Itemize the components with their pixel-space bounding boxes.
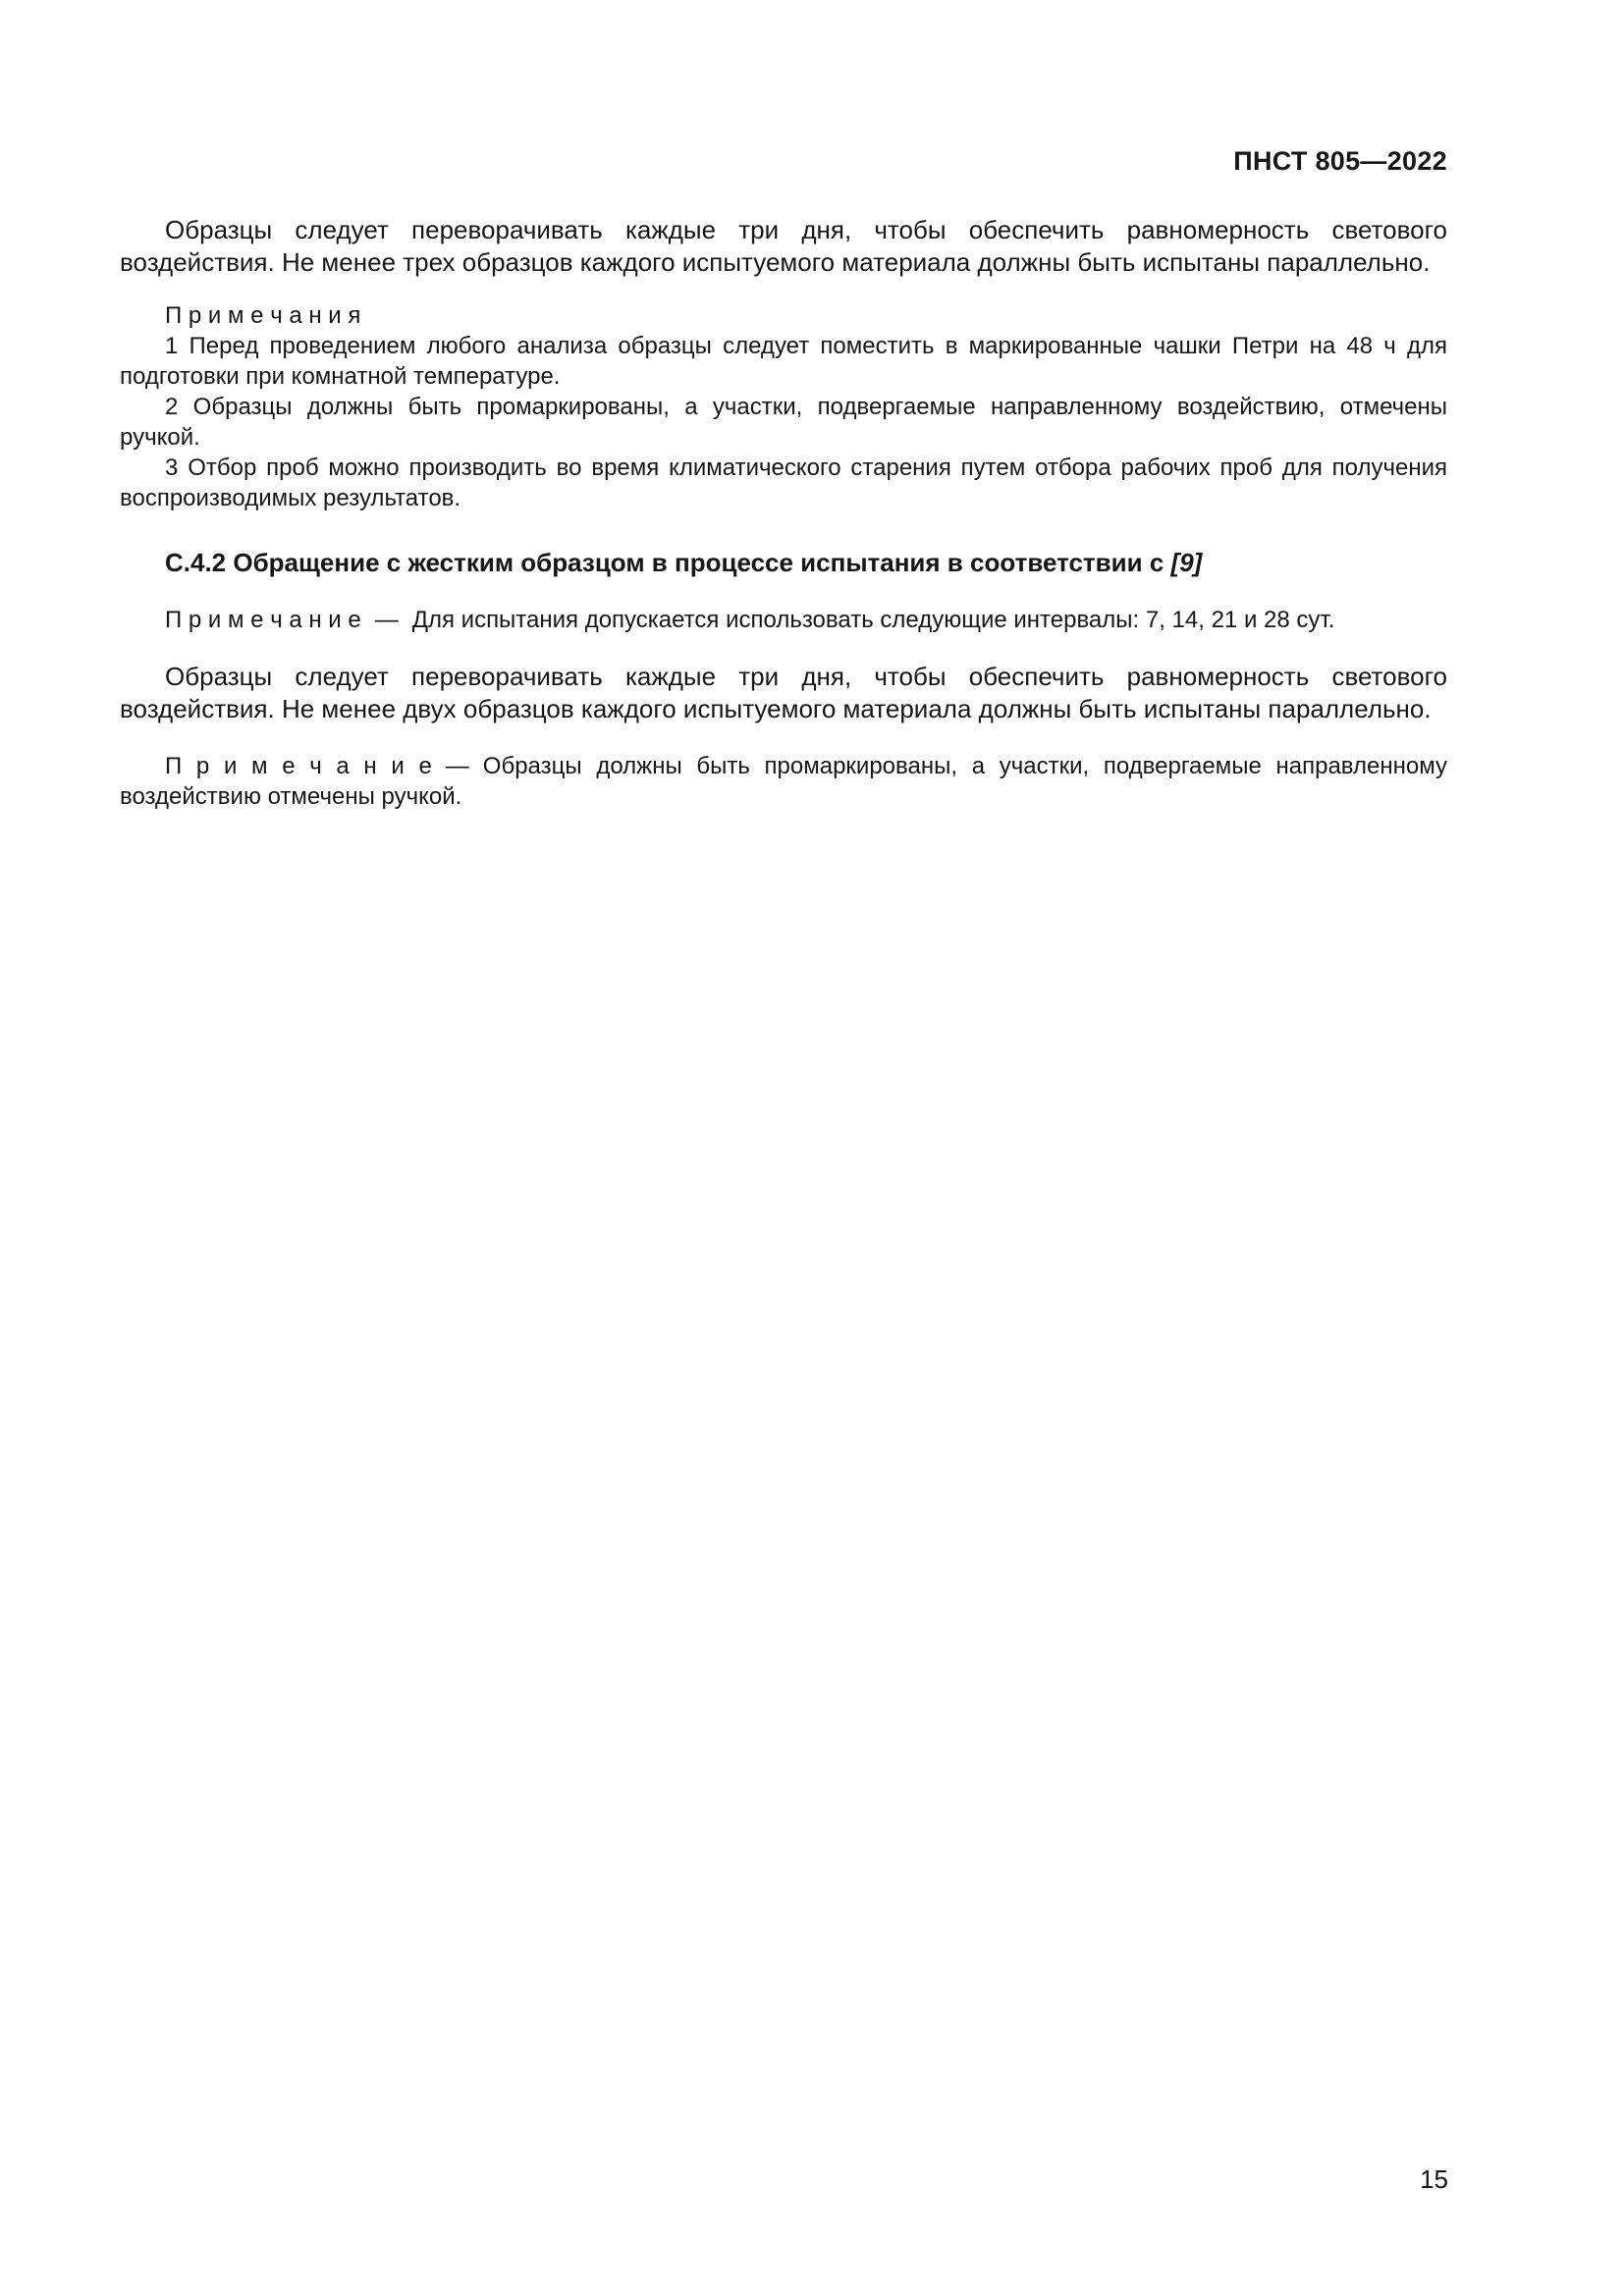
notes-block	[120, 300, 1447, 513]
note-intervals-text: Для испытания допускается использовать следующие интервалы: 7, 14, 21 и 28 сут.	[411, 607, 1335, 633]
note-marking	[120, 751, 1447, 812]
section-heading-c42	[120, 547, 1447, 579]
note-item-3: 3 Отбор проб можно производить во время климатического старения путем отбора рабочих проб для получения воспроизводимых результатов.	[120, 454, 1447, 511]
paragraph-specimen-turning-three: Образцы следует переворачивать каждые три дня, чтобы обеспечить равномерность светового воздействия. Не менее трех образцов каждого испытуемого материала должны быть испытаны параллельно.	[120, 215, 1447, 277]
notes-label: П р и м е ч а н и я	[165, 302, 361, 329]
section-heading-reference: [9]	[1170, 548, 1203, 577]
note-item-2: 2 Образцы должны быть промаркированы, а участки, подвергаемые направленному воздействию, отмечены ручкой.	[120, 394, 1447, 451]
note-marking-label: П р и м е ч а н и е	[165, 753, 432, 779]
section-heading-text: С.4.2 Обращение с жестким образцом в процессе испытания в соответствии с	[165, 548, 1171, 577]
note-marking-text: Образцы должны быть промаркированы, а участки, подвергаемые направленному воздействию отмечены ручкой.	[120, 753, 1447, 810]
document-header-code: ПНСТ 805—2022	[1233, 146, 1447, 176]
paragraph-specimen-turning-two: Образцы следует переворачивать каждые три дня, чтобы обеспечить равномерность светового воздействия. Не менее двух образцов каждого испытуемого материала должны быть испытаны параллельно.	[120, 662, 1447, 723]
note-intervals-label: П р и м е ч а н и е	[165, 607, 361, 633]
note-intervals	[120, 605, 1447, 635]
note-intervals-dash: —	[374, 607, 399, 633]
page-number: 15	[1420, 2164, 1448, 2194]
note-marking-dash: —	[445, 753, 469, 779]
note-item-1: 1 Перед проведением любого анализа образцы следует поместить в маркированные чашки Петри на 48 ч для подготовки при комнатной температуре.	[120, 333, 1447, 390]
page-content	[120, 145, 1447, 812]
